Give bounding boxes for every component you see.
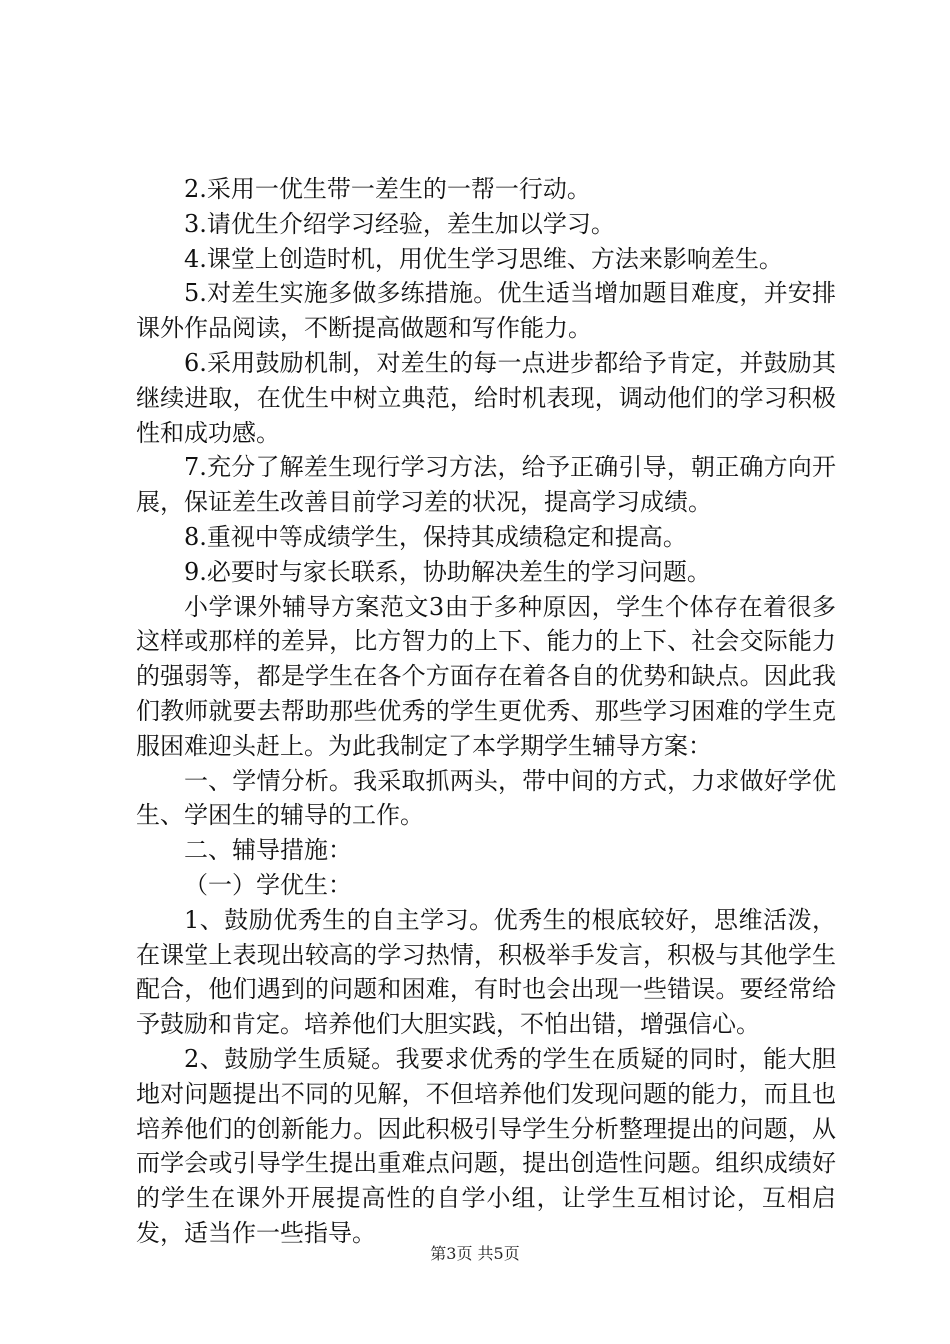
paragraph-encourage-self-study: 1、鼓励优秀生的自主学习。优秀生的根底较好，思维活泼，在课堂上表现出较高的学习热情，积极举手发言，积极与其他学生配合，他们遇到的问题和困难，有时也会出现一些错误。要经常给予鼓励和肯定。培养他们大胆实践，不怕出错，增强信心。: [136, 905, 836, 1039]
paragraph-item-6: 6.采用鼓励机制，对差生的每一点进步都给予肯定，并鼓励其继续进取，在优生中树立典范，给时机表现，调动他们的学习积极性和成功感。: [136, 348, 836, 447]
paragraph-item-5: 5.对差生实施多做多练措施。优生适当增加题目难度，并安排课外作品阅读，不断提高做题和写作能力。: [136, 279, 836, 343]
section-heading-measures: 二、辅导措施：: [184, 836, 352, 865]
page-footer: 第3页 共5页: [430, 1244, 520, 1263]
paragraph-item-2: 2.采用一优生带一差生的一帮一行动。: [184, 175, 591, 203]
paragraph-plan-intro: 小学课外辅导方案范文3由于多种原因，学生个体存在着很多这样或那样的差异，比方智力的上下、能力的上下、社会交际能力的强弱等，都是学生在各个方面存在着各自的优势和缺点。因此我们教师就要去帮助那些优秀的学生更优秀、那些学习困难的学生克服困难迎头赶上。为此我制定了本学期学生辅导方案：: [136, 592, 836, 760]
document-body: [136, 172, 836, 1251]
paragraph-encourage-questioning: 2、鼓励学生质疑。我要求优秀的学生在质疑的同时，能大胆地对问题提出不同的见解，不但培养他们发现问题的能力，而且也培养他们的创新能力。因此积极引导学生分析整理提出的问题，从而学会或引导学生提出重难点问题，提出创造性问题。组织成绩好的学生在课外开展提高性的自学小组，让学生互相讨论，互相启发，适当作一些指导。: [136, 1044, 836, 1247]
paragraph-situation-analysis: 一、学情分析。我采取抓两头，带中间的方式，力求做好学优生、学困生的辅导的工作。: [136, 766, 836, 830]
paragraph-item-4: 4.课堂上创造时机，用优生学习思维、方法来影响差生。: [184, 244, 783, 273]
paragraph-item-9: 9.必要时与家长联系，协助解决差生的学习问题。: [184, 557, 711, 586]
subsection-heading-top-students: （一）学优生：: [184, 870, 352, 899]
paragraph-item-8: 8.重视中等成绩学生，保持其成绩稳定和提高。: [184, 522, 687, 551]
paragraph-item-3: 3.请优生介绍学习经验，差生加以学习。: [184, 209, 615, 238]
paragraph-item-7: 7.充分了解差生现行学习方法，给予正确引导，朝正确方向开展，保证差生改善目前学习差的状况，提高学习成绩。: [136, 453, 836, 517]
